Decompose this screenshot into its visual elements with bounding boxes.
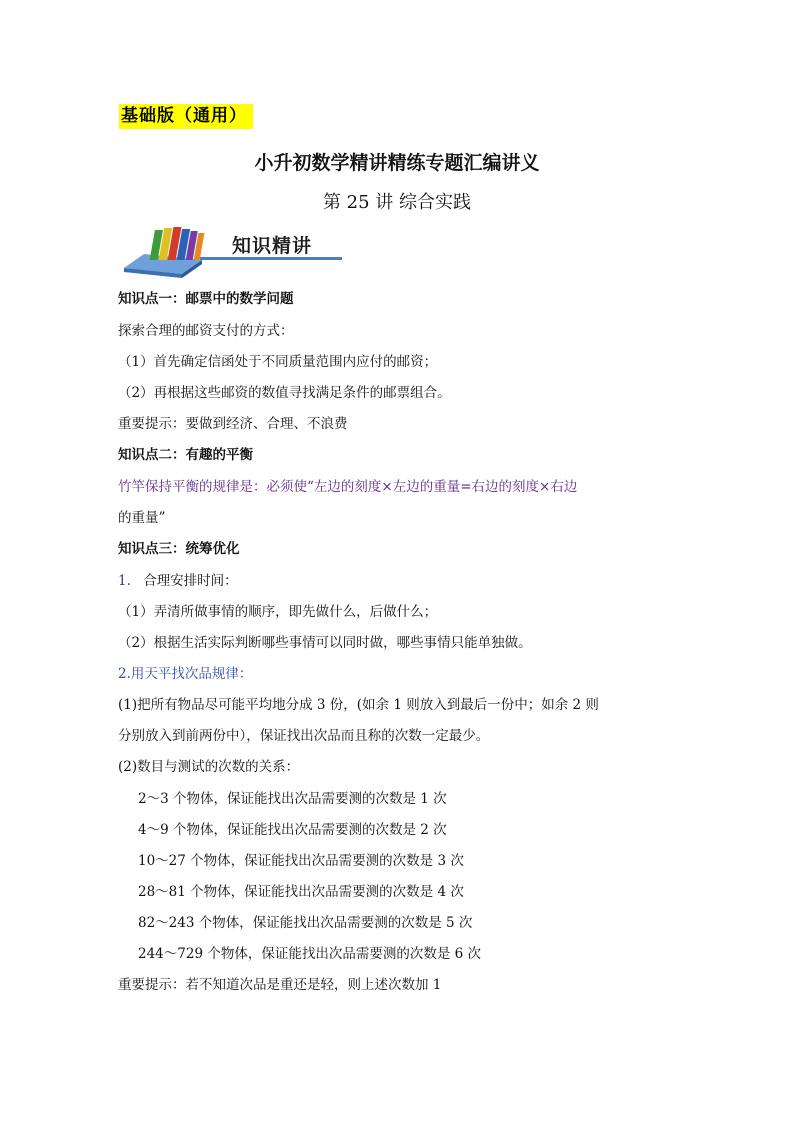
kp1-step-2: （2）再根据这些邮资的数值寻找满足条件的邮票组合。 [118,385,451,401]
rule-item: 28～81 个物体，保证能找出次品需要测的次数是 4 次 [138,884,464,900]
rule-item: 2～3 个物体，保证能找出次品需要测的次数是 1 次 [138,791,447,807]
rule-item: 244～729 个物体，保证能找出次品需要测的次数是 6 次 [138,946,481,962]
kp3-tip: 重要提示：若不知道次品是重还是轻，则上述次数加 1 [118,977,442,993]
kp3-h2-step-1-line-1: (1)把所有物品尽可能平均地分成 3 份，(如余 1 则放入到最后一份中；如余 2 则 [118,697,599,713]
kp3-title: 知识点三：统筹优化 [118,541,240,557]
kp3-heading-2: 2.用天平找次品规律： [118,666,253,682]
kp3-heading-1-text: 合理安排时间： [143,573,238,589]
rule-item: 10～27 个物体，保证能找出次品需要测的次数是 3 次 [138,853,464,869]
kp2-rule-line-1: 竹竿保持平衡的规律是：必须使“左边的刻度×左边的重量=右边的刻度×右边 [118,479,578,495]
kp3-h2-step-1-line-2: 分别放入到前两份中），保证找出次品而且称的次数一定最少。 [118,728,490,744]
rule-item: 82～243 个物体，保证能找出次品需要测的次数是 5 次 [138,915,473,931]
kp3-h2-step-2: (2)数目与测试的次数的关系： [118,759,300,775]
document-title: 小升初数学精讲精练专题汇编讲义 [254,152,540,174]
edition-badge: 基础版（通用） [119,104,253,129]
kp1-title: 知识点一：邮票中的数学问题 [118,291,294,307]
kp3-heading-1-number: 1. [118,573,131,589]
rule-item: 4～9 个物体，保证能找出次品需要测的次数是 2 次 [138,822,447,838]
kp2-rule-line-2: 的重量” [118,510,166,526]
kp2-title: 知识点二：有趣的平衡 [118,447,253,463]
kp1-step-1: （1）首先确定信函处于不同质量范围内应付的邮资； [118,354,438,370]
kp1-intro: 探索合理的邮资支付的方式： [118,323,294,339]
kp1-tip: 重要提示：要做到经济、合理、不浪费 [118,416,348,432]
kp3-heading-1 [118,572,238,590]
lecture-subtitle: 第 25 讲 综合实践 [322,192,472,213]
banner-title: 知识精讲 [232,235,313,257]
kp3-h1-step-2: （2）根据生活实际判断哪些事情可以同时做，哪些事情只能单独做。 [118,635,532,651]
kp3-h1-step-1: （1）弄清所做事情的顺序，即先做什么，后做什么； [118,604,438,620]
